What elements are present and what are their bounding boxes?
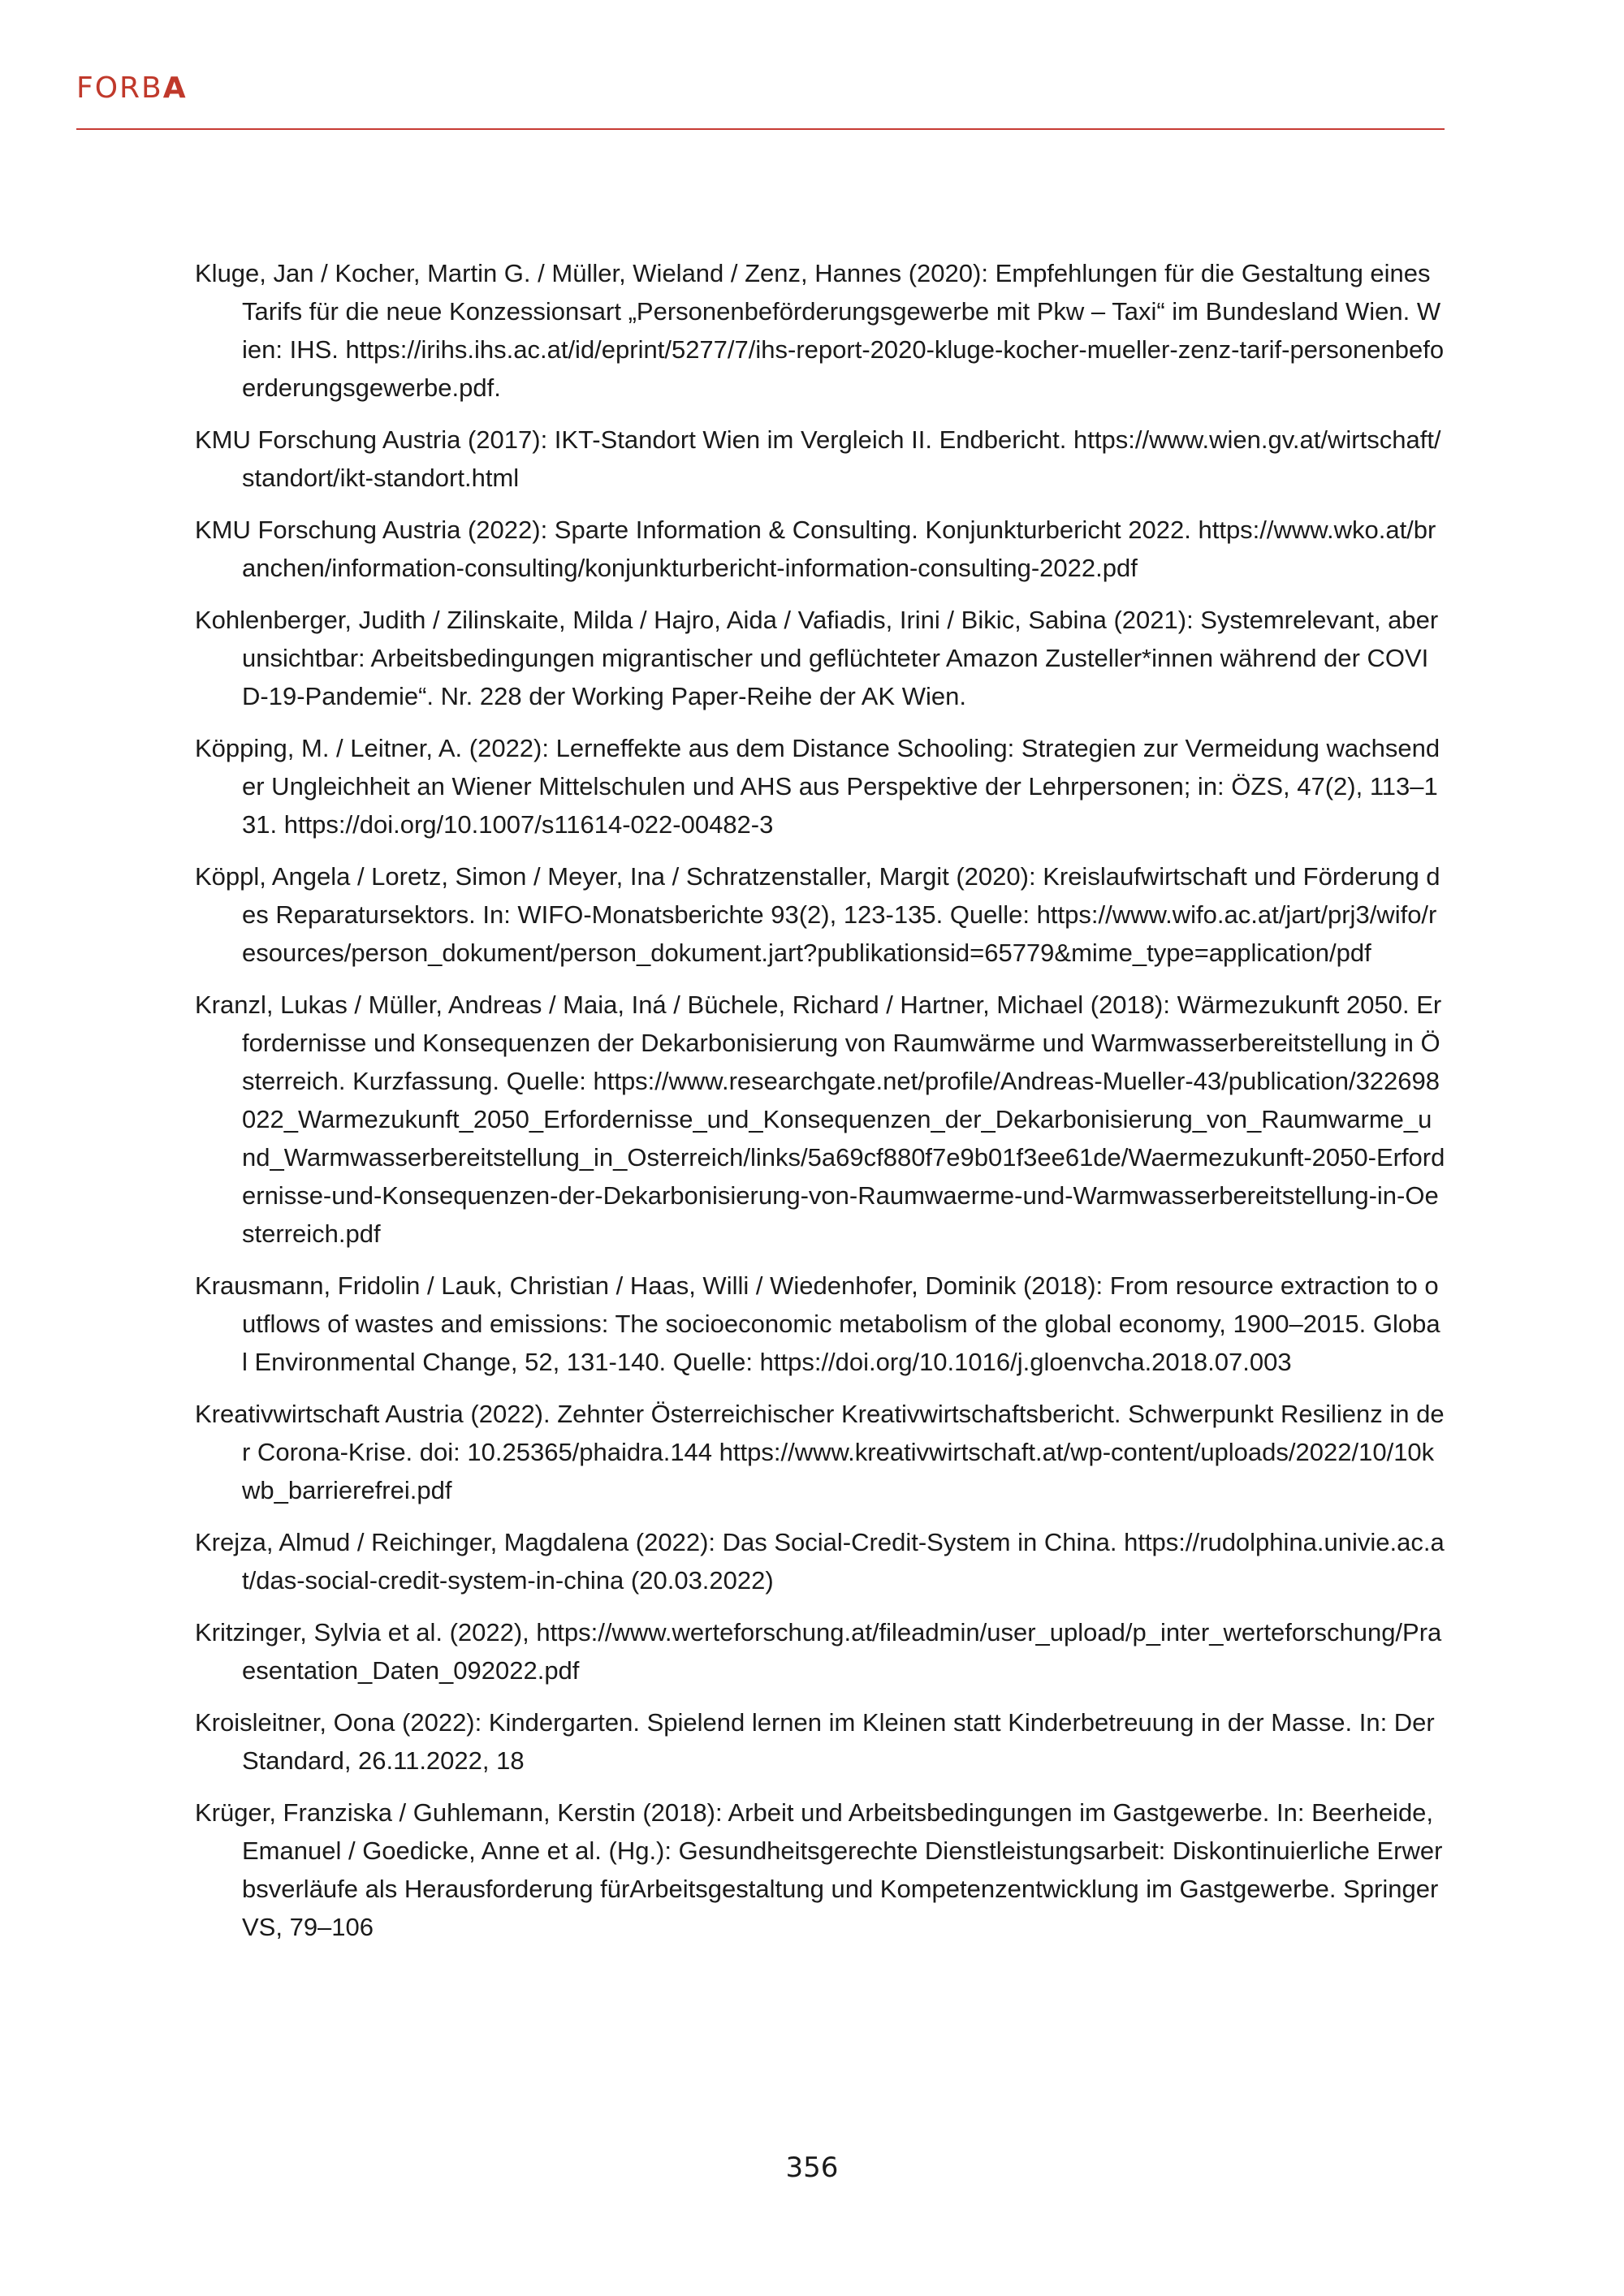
logo-text-part2: A (162, 71, 188, 105)
reference-entry: Kroisleitner, Oona (2022): Kindergarten. Spielend lernen im Kleinen statt Kinderbetreuung in der Masse. In: Der Standard, 26.11.2022, 18 (195, 1708, 1435, 1775)
reference-entry: Kritzinger, Sylvia et al. (2022), https://www.werteforschung.at/fileadmin/user_upload/p_inter_werteforschung/Praesentation_Daten_092022.pdf (195, 1618, 1442, 1685)
page-header (76, 67, 1445, 130)
forba-logo (76, 71, 188, 105)
reference-entry: Krüger, Franziska / Guhlemann, Kerstin (2018): Arbeit und Arbeitsbedingungen im Gastgewerbe. In: Beerheide, Emanuel / Goedicke, Anne et al. (Hg.): Gesundheitsgerechte Dienstleistungsarbeit: Diskontinuierliche Erwerbsverläufe als Herausforderung fürArbeitsgestaltung und Kompetenzentwicklung im Gastgewerbe. Springer VS, 79–106 (195, 1798, 1443, 1941)
logo-text-part1: FORB (76, 71, 163, 105)
reference-entry: Kreativwirtschaft Austria (2022). Zehnter Österreichischer Kreativwirtschaftsbericht. Schwerpunkt Resilienz in der Corona-Krise. doi: 10.25365/phaidra.144 https://www.kreativwirtschaft.at/wp-content/uploads/2022/10/10kwb_barrierefrei.pdf (195, 1400, 1445, 1504)
reference-entry: Krausmann, Fridolin / Lauk, Christian / Haas, Willi / Wiedenhofer, Dominik (2018): From resource extraction to outflows of wastes and emissions: The socioeconomic metabolism of the global economy, 1900–2015. Global Environmental Change, 52, 131-140. Quelle: https://doi.org/10.1016/j.gloenvcha.2018.07.003 (195, 1271, 1440, 1376)
reference-entry: Kluge, Jan / Kocher, Martin G. / Müller, Wieland / Zenz, Hannes (2020): Empfehlungen für die Gestaltung eines Tarifs für die neue Konzessionsart „Personenbeförderungsgewerbe mit Pkw – Taxi“ im Bundesland Wien. Wien: IHS. https://irihs.ihs.ac.at/id/eprint/5277/7/ihs-report-2020-kluge-kocher-mueller-zenz-tarif-personenbefoerderungsgewerbe.pdf. (195, 259, 1445, 402)
reference-entry: KMU Forschung Austria (2022): Sparte Information & Consulting. Konjunkturbericht 2022. https://www.wko.at/branchen/information-consulting/konjunkturbericht-information-consulting-2022.pdf (195, 516, 1436, 582)
reference-entry: KMU Forschung Austria (2017): IKT-Standort Wien im Vergleich II. Endbericht. https://www.wien.gv.at/wirtschaft/standort/ikt-standort.html (195, 425, 1441, 492)
reference-entry: Kranzl, Lukas / Müller, Andreas / Maia, Iná / Büchele, Richard / Hartner, Michael (2018): Wärmezukunft 2050. Erfordernisse und Konsequenzen der Dekarbonisierung von Raumwärme und Warmwasserbereitstellung in Österreich. Kurzfassung. Quelle: https://www.researchgate.net/profile/Andreas-Mueller-43/publication/322698022_Warmezukunft_2050_Erfordernisse_und_Konsequenzen_der_Dekarbonisierung_von_Raumwarme_und_Warmwasserbereitstellung_in_Osterreich/links/5a69cf880f7e9b01f3ee61de/Waermezukunft-2050-Erfordernisse-und-Konsequenzen-der-Dekarbonisierung-von-Raumwaerme-und-Warmwasserbereitstellung-in-Oesterreich.pdf (195, 990, 1445, 1248)
reference-entry: Krejza, Almud / Reichinger, Magdalena (2022): Das Social-Credit-System in China. https://rudolphina.univie.ac.at/das-social-credit-system-in-china (20.03.2022) (195, 1528, 1445, 1595)
reference-list (195, 254, 1445, 1960)
reference-entry: Kohlenberger, Judith / Zilinskaite, Milda / Hajro, Aida / Vafiadis, Irini / Bikic, Sabina (2021): Systemrelevant, aber unsichtbar: Arbeitsbedingungen migrantischer und geflüchteter Amazon Zusteller*innen während der COVID-19-Pandemie“. Nr. 228 der Working Paper-Reihe der AK Wien. (195, 606, 1439, 710)
reference-entry: Köpping, M. / Leitner, A. (2022): Lerneffekte aus dem Distance Schooling: Strategien zur Vermeidung wachsender Ungleichheit an Wiener Mittelschulen und AHS aus Perspektive der Lehrpersonen; in: ÖZS, 47(2), 113–131. https://doi.org/10.1007/s11614-022-00482-3 (195, 734, 1440, 839)
reference-entry: Köppl, Angela / Loretz, Simon / Meyer, Ina / Schratzenstaller, Margit (2020): Kreislaufwirtschaft und Förderung des Reparatursektors. In: WIFO-Monatsberichte 93(2), 123-135. Quelle: https://www.wifo.ac.at/jart/prj3/wifo/resources/person_dokument/person_dokument.jart?publikationsid=65779&mime_type=application/pdf (195, 862, 1440, 967)
page-number: 356 (785, 2151, 839, 2184)
